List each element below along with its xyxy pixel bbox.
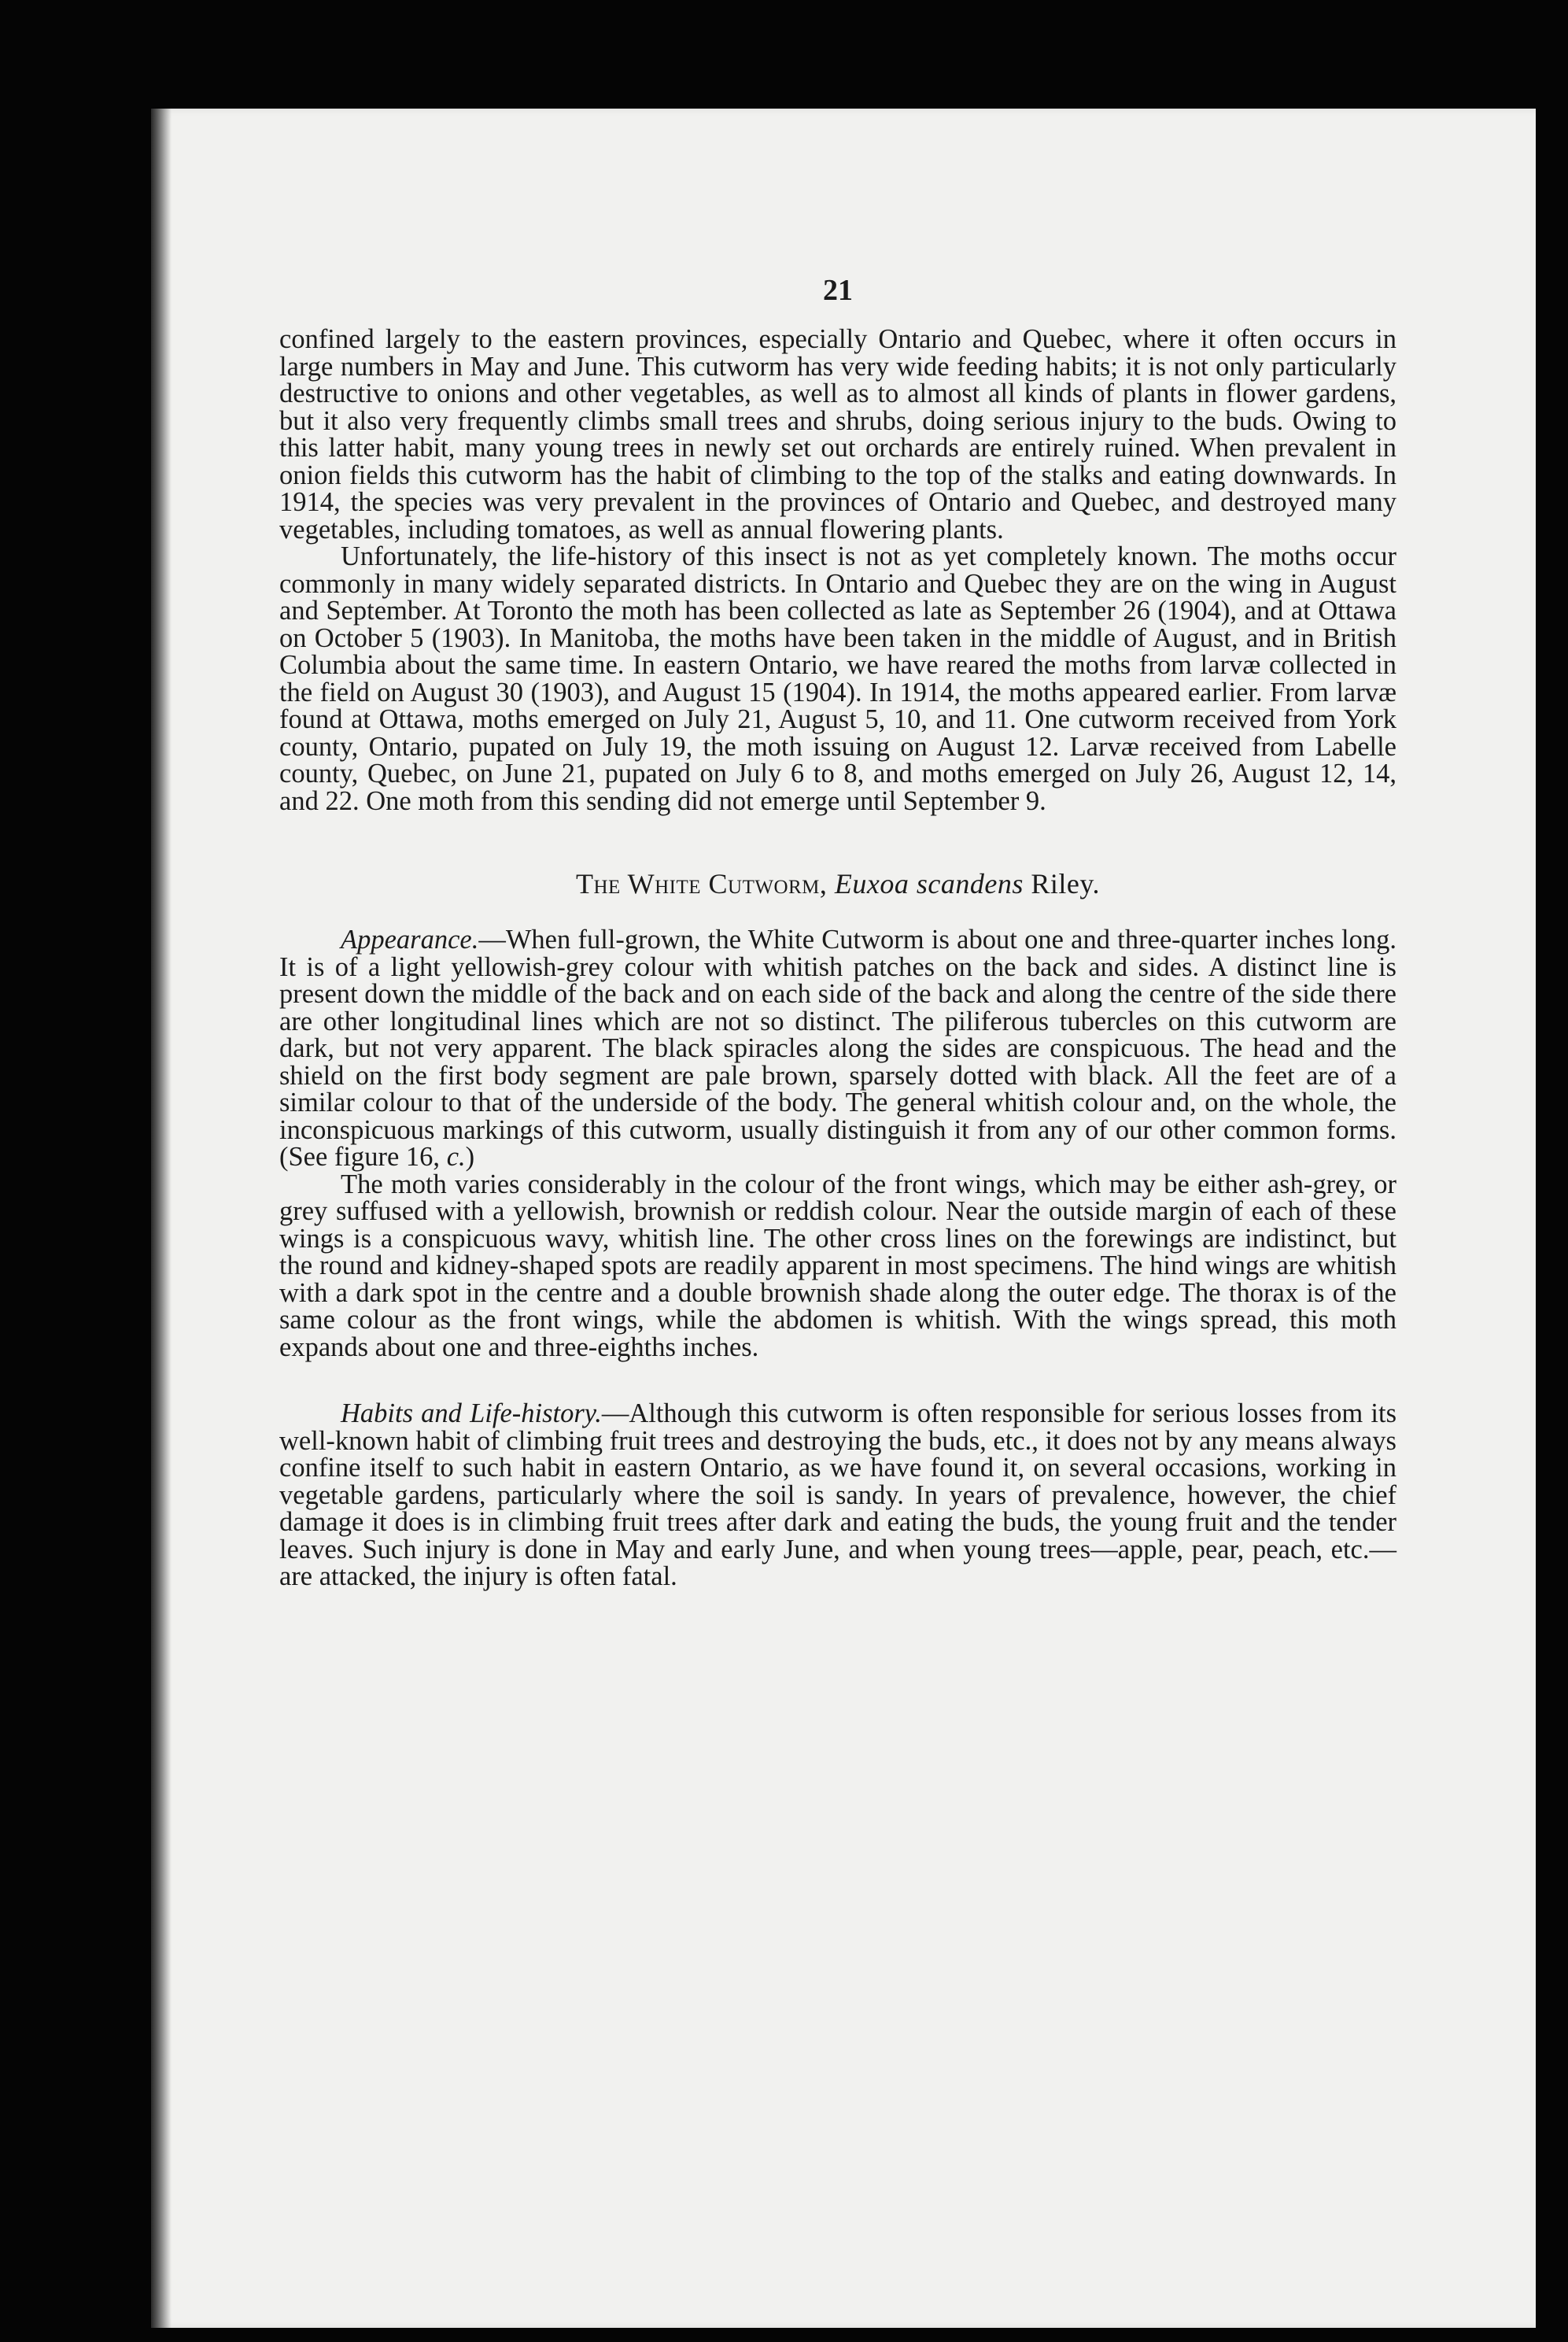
page-content	[279, 275, 1396, 1590]
habits-text: —Although this cutworm is often responsible for serious losses from its well-known habit of climbing fruit trees and destroying the buds, etc., it does not by any means always confine itself to such habit in eastern Ontario, as we have found it, on several occasions, working in vegetable gardens, particularly where the soil is sandy. In years of prevalence, however, the chief damage it does is in climbing fruit trees after dark and eating the buds, the young fruit and the tender leaves. Such injury is done in May and early June, and when young trees—apple, pear, peach, etc.—are attacked, the injury is often fatal.	[279, 1398, 1397, 1591]
page-spine-shadow	[151, 109, 172, 2328]
appearance-text: —When full-grown, the White Cutworm is about one and three-quarter inches long. It is of a light yellowish-grey colour with whitish patches on the back and sides. A distinct line is present down the middle of the back and on each side of the back and along the centre of the side there are other longitudinal lines which are not so distinct. The piliferous tubercles on this cutworm are dark, but not very apparent. The black spiracles along the sides are conspicuous. The head and the shield on the first body segment are pale brown, sparsely dotted with black. All the feet are of a similar colour to that of the underside of the body. The general whitish colour and, on the whole, the inconspicuous markings of this cutworm, usually distinguish it from any of our other common forms. (See figure 16,	[279, 925, 1396, 1172]
paragraph-life-history: Unfortunately, the life-history of this insect is not as yet completely known. The moths occur commonly in many widely separated districts. In Ontario and Quebec they are on the wing in August and September. At Toronto the moth has been collected as late as September 26 (1904), and at Ottawa on October 5 (1903). In Manitoba, the moths have been taken in the middle of August, and in British Columbia about the same time. In eastern Ontario, we have reared the moths from larvæ collected in the field on August 30 (1903), and August 15 (1904). In 1914, the moths appeared earlier. From larvæ found at Ottawa, moths emerged on July 21, August 5, 10, and 11. One cutworm received from York county, Ontario, pupated on July 19, the moth issuing on August 12. Larvæ received from Labelle county, Quebec, on June 21, pupated on July 6 to 8, and moths emerged on July 26, August 12, 14, and 22. One moth from this sending did not emerge until September 9.	[279, 541, 1396, 816]
page-number: 21	[823, 274, 853, 307]
section-title-species: Euxoa scandens	[834, 868, 1024, 899]
habits-label: Habits and Life-history.	[341, 1398, 602, 1428]
section-title	[279, 870, 1396, 898]
paragraph-continued: confined largely to the eastern provinces, especially Ontario and Quebec, where it often occurs in large numbers in May and June. This cutworm has very wide feeding habits; it is not only particularly destructive to onions and other vegetables, as well as to almost all kinds of plants in flower gardens, but it also very frequently climbs small trees and shrubs, doing serious injury to the buds. Owing to this latter habit, many young trees in newly set out orchards are entirely ruined. When prevalent in onion fields this cutworm has the habit of climbing to the top of the stalks and eating downwards. In 1914, the species was very prevalent in the provinces of Ontario and Quebec, and destroyed many vegetables, including tomatoes, as well as annual flowering plants.	[279, 324, 1396, 545]
appearance-label: Appearance.	[341, 925, 479, 955]
paragraph-appearance	[279, 926, 1396, 1171]
paragraph-moth: The moth varies considerably in the colour of the front wings, which may be either ash-grey, or grey suffused with a yellowish, brownish or reddish colour. Near the outside margin of each of these wings is a conspicuous wavy, whitish line. The other cross lines on the forewings are indistinct, but the round and kidney-shaped spots are readily apparent in most specimens. The hind wings are whitish with a dark spot in the centre and a double brownish shade along the outer edge. The thorax is of the same colour as the front wings, while the abdomen is whitish. With the wings spread, this moth expands about one and three-eighths inches.	[279, 1169, 1396, 1362]
figure-reference-close: )	[465, 1142, 475, 1172]
section-title-common-name: The White Cutworm,	[575, 868, 828, 899]
figure-reference: c.	[446, 1142, 466, 1172]
paragraph-habits	[279, 1400, 1396, 1590]
paragraph-spacer	[279, 1361, 1396, 1400]
section-title-author: Riley.	[1031, 868, 1101, 899]
